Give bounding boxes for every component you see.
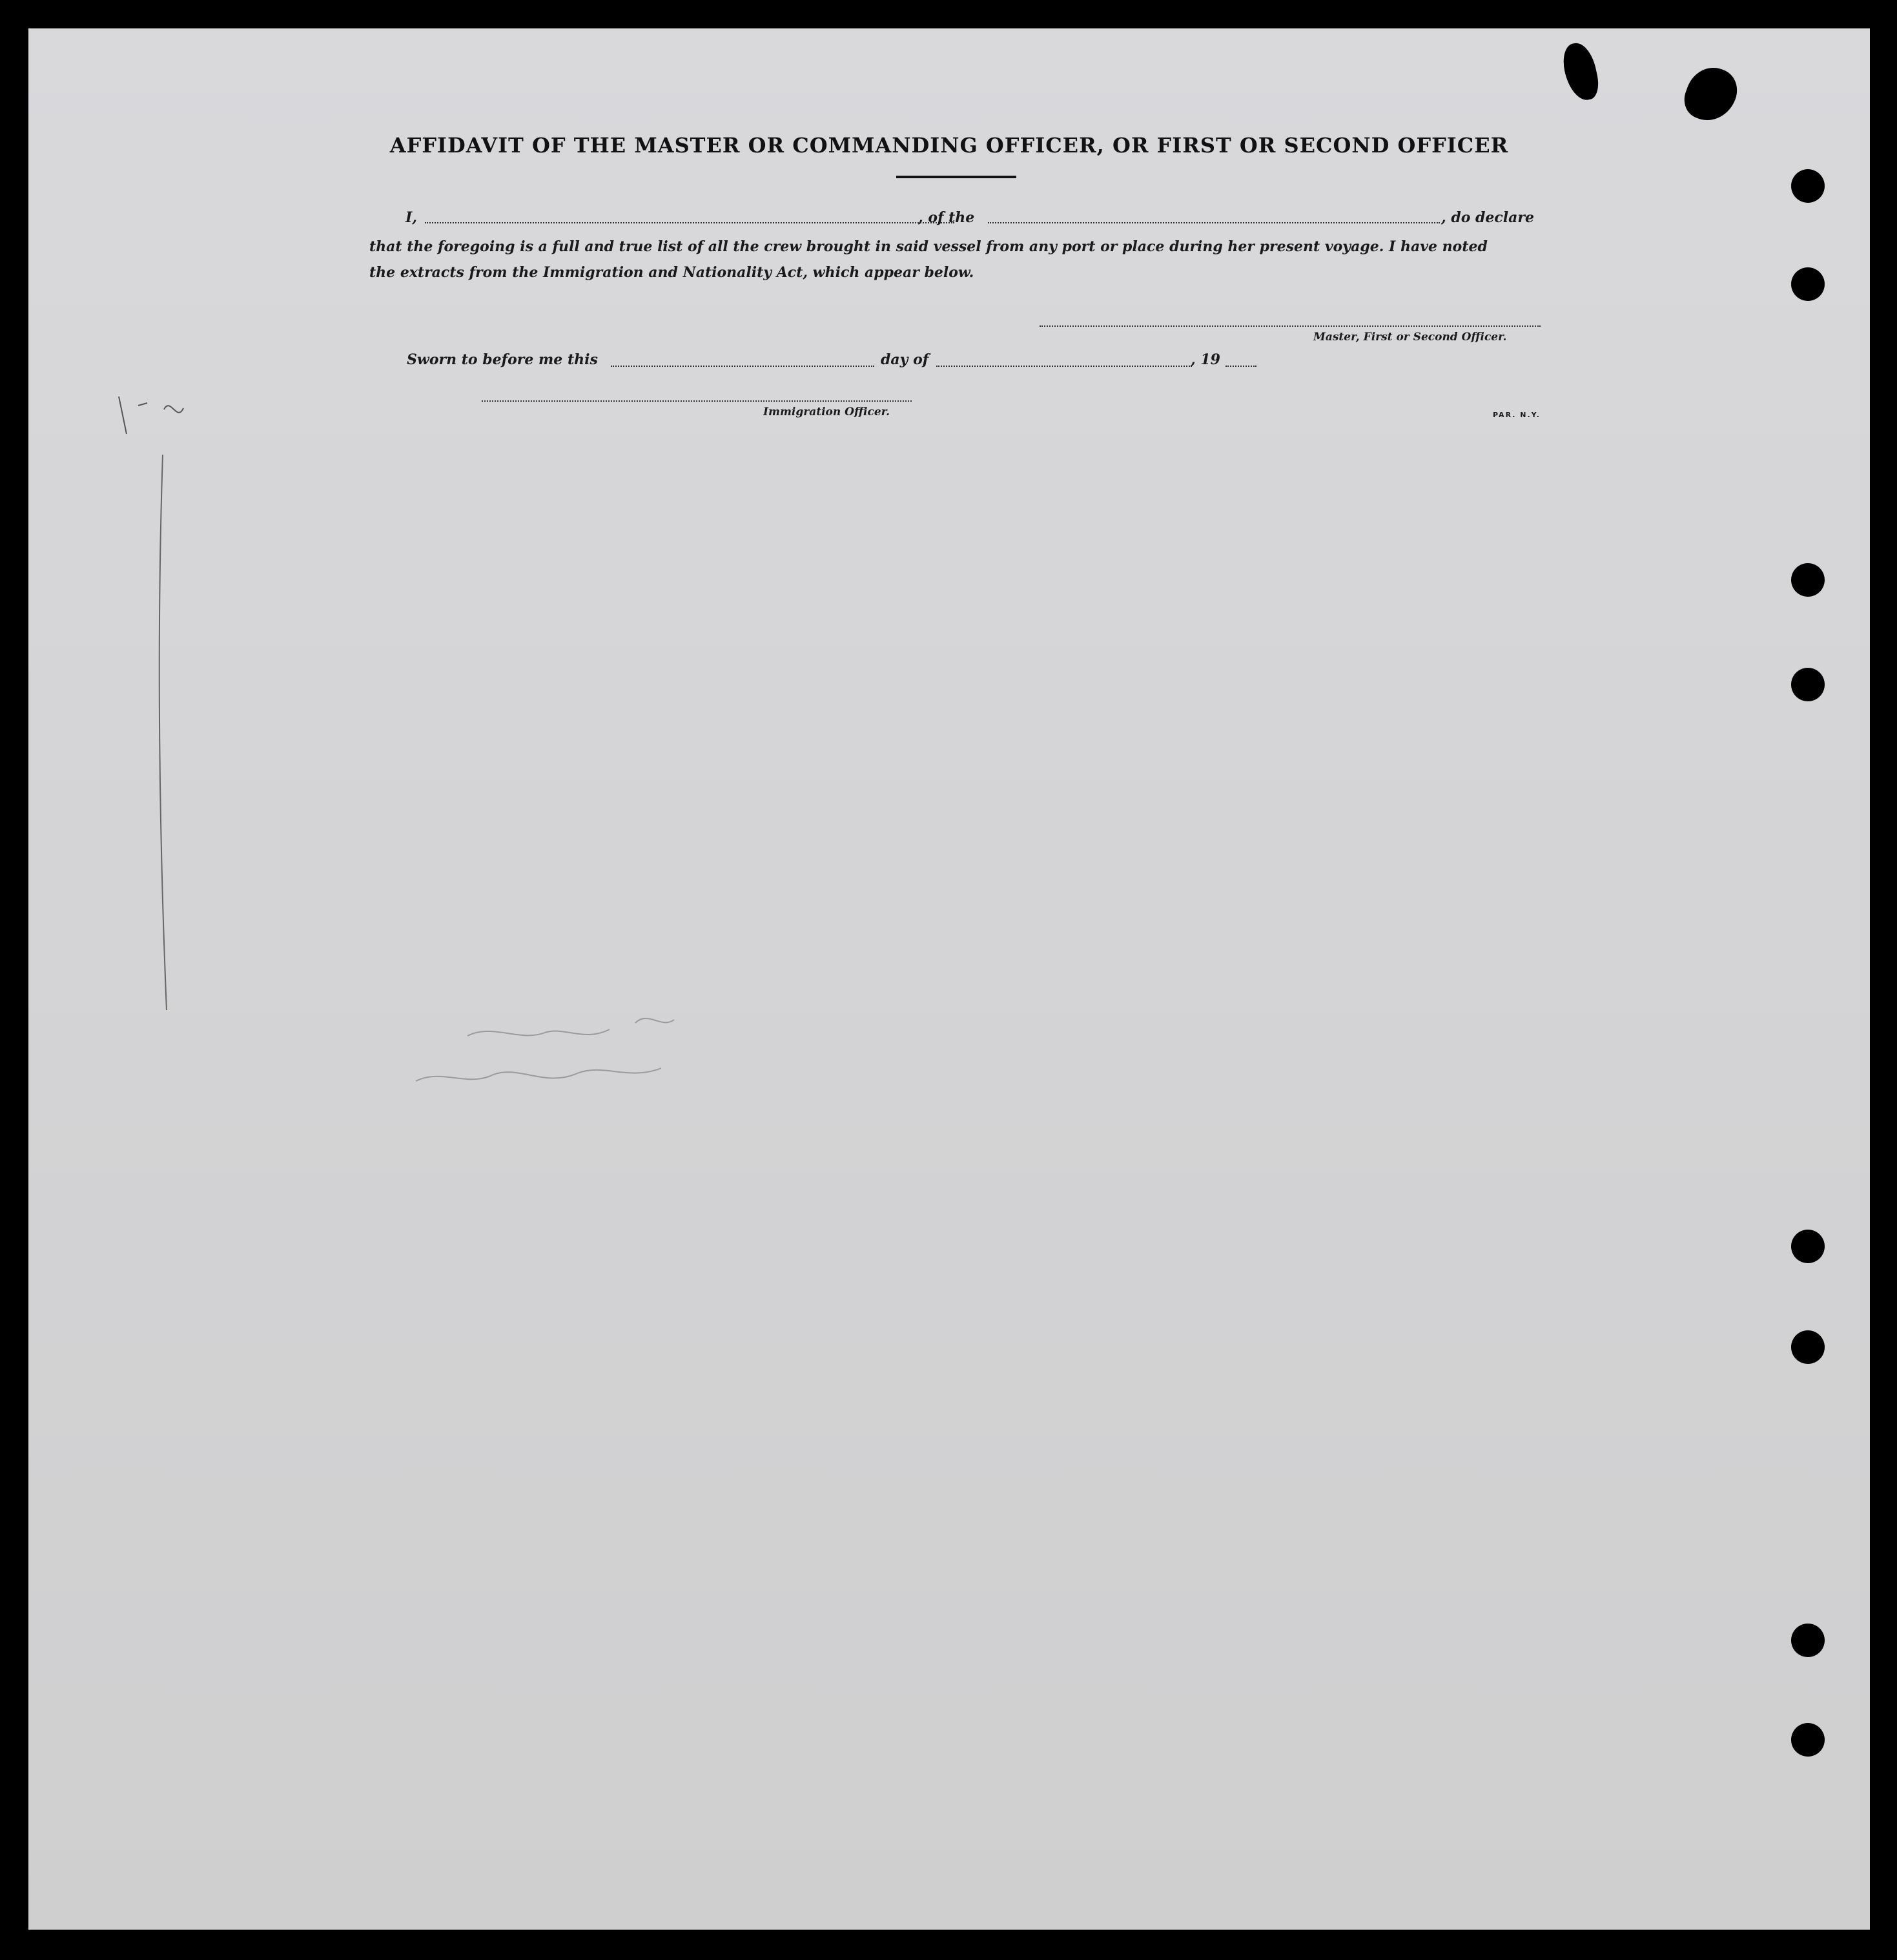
ink-stain-top [1559,40,1602,103]
sworn-before-label: Sworn to before me this [407,351,598,368]
form-code: PAR. N.Y. [1493,411,1541,419]
declarant-prefix: I, [405,209,417,226]
master-signature-field[interactable] [1040,325,1541,327]
binder-hole [1791,267,1825,301]
declarant-name-field[interactable] [425,222,954,223]
immigration-officer-signature-field[interactable] [482,400,912,402]
year-prefix-label: , 19 [1191,351,1220,368]
binder-hole [1791,1330,1825,1364]
affidavit-title: AFFIDAVIT OF THE MASTER OR COMMANDING OFFICER, OR FIRST OR SECOND OFFICER [389,133,1509,158]
pencil-margin-mark [87,377,216,1023]
binder-hole [1791,1723,1825,1757]
faint-handwriting [390,997,726,1113]
binder-hole [1791,1624,1825,1657]
immigration-officer-caption: Immigration Officer. [763,406,890,418]
sworn-month-field[interactable] [936,366,1192,367]
declaration-text-line2: that the foregoing is a full and true list of all the crew brought in said vessel from any port or place during her present voyage. I have noted [369,238,1488,255]
ink-stain-top-right [1679,61,1743,129]
binder-hole [1791,169,1825,203]
do-declare-label: , do declare [1441,209,1535,226]
of-the-label: , of the [918,209,975,226]
vessel-name-field[interactable] [988,222,1440,223]
sworn-year-field[interactable] [1225,366,1256,367]
declaration-text-line3: the extracts from the Immigration and Nationality Act, which appear below. [369,264,974,281]
title-underline [896,176,1016,178]
sworn-day-field[interactable] [611,366,874,367]
binder-hole [1791,1230,1825,1263]
binder-hole [1791,563,1825,597]
binder-hole [1791,668,1825,701]
master-signature-caption: Master, First or Second Officer. [1313,331,1507,344]
day-of-label: day of [881,351,929,368]
document-page [28,28,1870,1930]
